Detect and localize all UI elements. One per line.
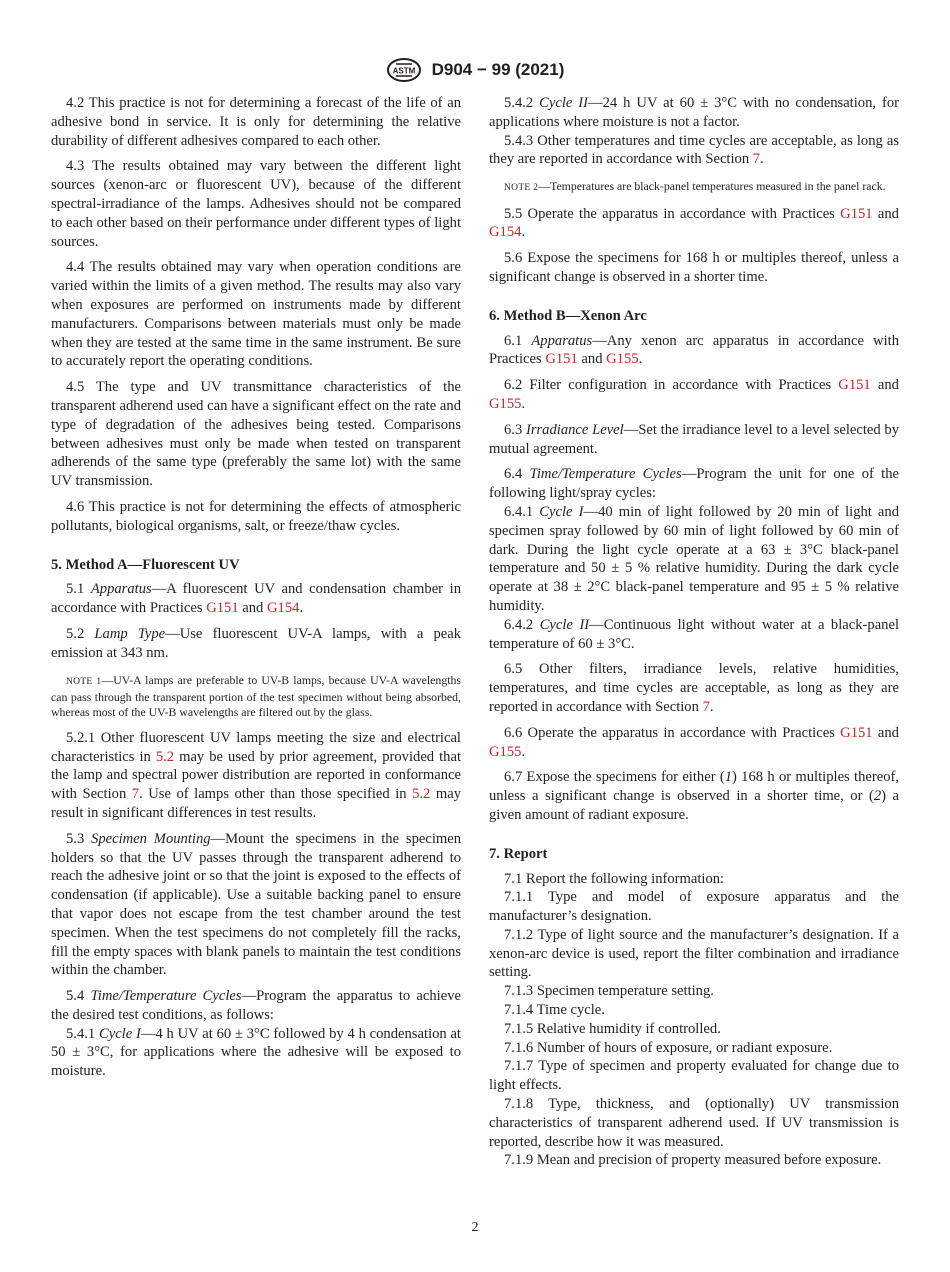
ref-g155-link[interactable]: G155 (489, 743, 522, 760)
document-designation: D904 − 99 (2021) (431, 60, 565, 79)
section-7-1: 7.1 Report the following information: (504, 870, 725, 887)
section-6-6: 6.6 Operate the apparatus in accordance with Practices G151 and G155. (489, 724, 899, 760)
section-5-4-3: 5.4.3 Other temperatures and time cycles are acceptable, as long as they are reported in accordance with Section 7. (489, 132, 899, 168)
section-4-6: 4.6 This practice is not for determining the effects of atmospheric pollutants, biological organisms, salt, or freeze/thaw cycles. (51, 498, 461, 534)
section-5-4: 5.4 Time/Temperature Cycles—Program the apparatus to achieve the desired test conditions, as follows: (51, 988, 461, 1023)
ref-g151-link[interactable]: G151 (840, 205, 873, 222)
section-4-4: 4.4 The results obtained may vary when operation conditions are varied within the limits of a given method. The results may also vary when exposures are performed on instruments made by different manufacturers. Comparisons between materials must only be made when they are tested at the same time in the same instrument. Be sure to accurately report the operating conditions. (51, 259, 461, 370)
section-7-1-8: 7.1.8 Type, thickness, and (optionally) UV transmission characteristics of transparent adherend used. If UV transmission is reported, describe how it was measured. (489, 1096, 899, 1150)
ref-g151-link[interactable]: G151 (840, 724, 873, 741)
section-5-3: 5.3 Specimen Mounting—Mount the specimens in the specimen holders so that the UV passes through the transparent adherend to reach the adhesive joint or so that the joint is exposed to the effects of condensation (if applicable). Use a suitable backing panel to ensure that vapor does not escape from the test chamber around the test specimen. When the test specimens do not completely fill the racks, fill the empty spaces with blank panels to maintain the test conditions within the chamber. (51, 830, 461, 979)
section-7-1-5: 7.1.5 Relative humidity if controlled. (504, 1020, 721, 1037)
ref-5-2-link[interactable]: 5.2 (155, 748, 175, 765)
section-4-2: 4.2 This practice is not for determining a forecast of the life of an adhesive bond in service. It is only for determining the relative durability of different adhesives compared to each other. (51, 95, 461, 149)
section-5-4-2: 5.4.2 Cycle II—24 h UV at 60 ± 3°C with no condensation, for applications where moisture is not a factor. (489, 95, 899, 130)
ref-g151-link[interactable]: G151 (838, 377, 871, 394)
section-5-5: 5.5 Operate the apparatus in accordance with Practices G151 and G154. (489, 205, 899, 241)
section-5-1: 5.1 Apparatus—A fluorescent UV and condensation chamber in accordance with Practices G151 and G154. (51, 581, 461, 617)
section-7-1-1: 7.1.1 Type and model of exposure apparatus and the manufacturer’s designation. (489, 889, 899, 925)
heading-method-b: 6. Method B—Xenon Arc (489, 307, 647, 324)
svg-text:ASTM: ASTM (392, 66, 415, 76)
right-column (489, 94, 899, 1170)
left-column (51, 94, 461, 1081)
section-6-7: 6.7 Expose the specimens for either (1) 168 h or multiples thereof, unless a significant change is observed in a shorter time, or (2) a given amount of radiant exposure. (489, 769, 899, 823)
note-1: NOTE 1—UV-A lamps are preferable to UV-B lamps, because UV-A wavelengths can pass through the transparent portion of the test specimen without being absorbed, whereas most of the UV-B wavelengths are filtered out by the glass. (51, 672, 461, 720)
section-7-1-4: 7.1.4 Time cycle. (504, 1002, 605, 1019)
section-4-5: 4.5 The type and UV transmittance characteristics of the transparent adherend used can have a significant effect on the rate and type of degradation of the adhesives being tested. Comparisons between adhesives must only be made when tested on transparent adherends of the same type (preferably the same lot) with the same UV transmission. (51, 379, 461, 490)
ref-g151-link[interactable]: G151 (206, 600, 239, 617)
section-5-6: 5.6 Expose the specimens for 168 h or multiples thereof, unless a significant change is observed in a shorter time. (489, 250, 899, 285)
section-7-1-2: 7.1.2 Type of light source and the manufacturer’s designation. If a xenon-arc device is used, report the filter combination and irradiance setting. (489, 926, 899, 981)
section-5-2: 5.2 Lamp Type—Use fluorescent UV-A lamps, with a peak emission at 343 nm. (51, 625, 462, 661)
section-6-2: 6.2 Filter configuration in accordance with Practices G151 and G155. (489, 377, 899, 412)
section-7-1-9: 7.1.9 Mean and precision of property measured before exposure. (504, 1152, 882, 1169)
ref-g154-link[interactable]: G154 (489, 224, 522, 241)
section-5-2-1: 5.2.1 Other fluorescent UV lamps meeting the size and electrical characteristics in 5.2 may be used by prior agreement, provided that the lamp and spectral power distribution are reported in conformance with Section 7. Use of lamps other than those specified in 5.2 may result in significant differences in test results. (51, 729, 461, 821)
astm-logo-icon (386, 58, 422, 82)
section-6-5: 6.5 Other filters, irradiance levels, relative humidities, temperatures, and time cycles are acceptable, as long as they are reported in accordance with Section 7. (489, 661, 899, 715)
ref-g151-link[interactable]: G151 (545, 351, 578, 368)
section-7-1-7: 7.1.7 Type of specimen and property evaluated for change due to light effects. (489, 1058, 899, 1094)
ref-g154-link[interactable]: G154 (267, 600, 300, 617)
heading-method-a: 5. Method A—Fluorescent UV (51, 556, 240, 573)
ref-g155-link[interactable]: G155 (489, 395, 522, 412)
section-6-3: 6.3 Irradiance Level—Set the irradiance level to a level selected by mutual agreement. (489, 421, 899, 457)
page-number: 2 (471, 1220, 479, 1235)
ref-section-7-link[interactable]: 7 (752, 151, 761, 168)
ref-5-2-link[interactable]: 5.2 (412, 786, 431, 803)
ref-section-7-link[interactable]: 7 (702, 698, 710, 715)
ref-section-7-link[interactable]: 7 (131, 786, 140, 803)
section-7-1-6: 7.1.6 Number of hours of exposure, or radiant exposure. (504, 1039, 833, 1056)
ref-g155-link[interactable]: G155 (606, 351, 639, 368)
section-6-4-2: 6.4.2 Cycle II—Continuous light without water at a black-panel temperature of 60 ± 3°C. (489, 616, 899, 652)
section-6-4-1: 6.4.1 Cycle I—40 min of light followed by 20 min of light and specimen spray followed by 60 min of light followed by 60 min of dark. During the light cycle operate at a 63 ± 3°C black-panel temperature and 50 ± 5 % relative humidity. During the dark cycle operate at 38 ± 2°C black-panel temperature and 95 ± 5 % relative humidity. (489, 503, 900, 614)
heading-report: 7. Report (489, 845, 548, 862)
page-header (0, 58, 950, 82)
section-6-1: 6.1 Apparatus—Any xenon arc apparatus in accordance with Practices G151 and G155. (489, 332, 899, 368)
section-5-4-1: 5.4.1 Cycle I—4 h UV at 60 ± 3°C followed by 4 h condensation at 50 ± 3°C, for applications where the adhesive will be exposed to moisture. (51, 1025, 461, 1080)
section-6-4: 6.4 Time/Temperature Cycles—Program the unit for one of the following light/spray cycles: (489, 466, 899, 502)
note-2: NOTE 2—Temperatures are black-panel temperatures measured in the panel rack. (504, 179, 886, 194)
section-4-3: 4.3 The results obtained may vary between the different light sources (xenon-arc or fluorescent UV), because of the different spectral-irradiance of the lamps. Adhesives should not be compared to each other based on their performance under different types of light sources. (51, 158, 461, 250)
section-7-1-3: 7.1.3 Specimen temperature setting. (504, 983, 714, 1000)
